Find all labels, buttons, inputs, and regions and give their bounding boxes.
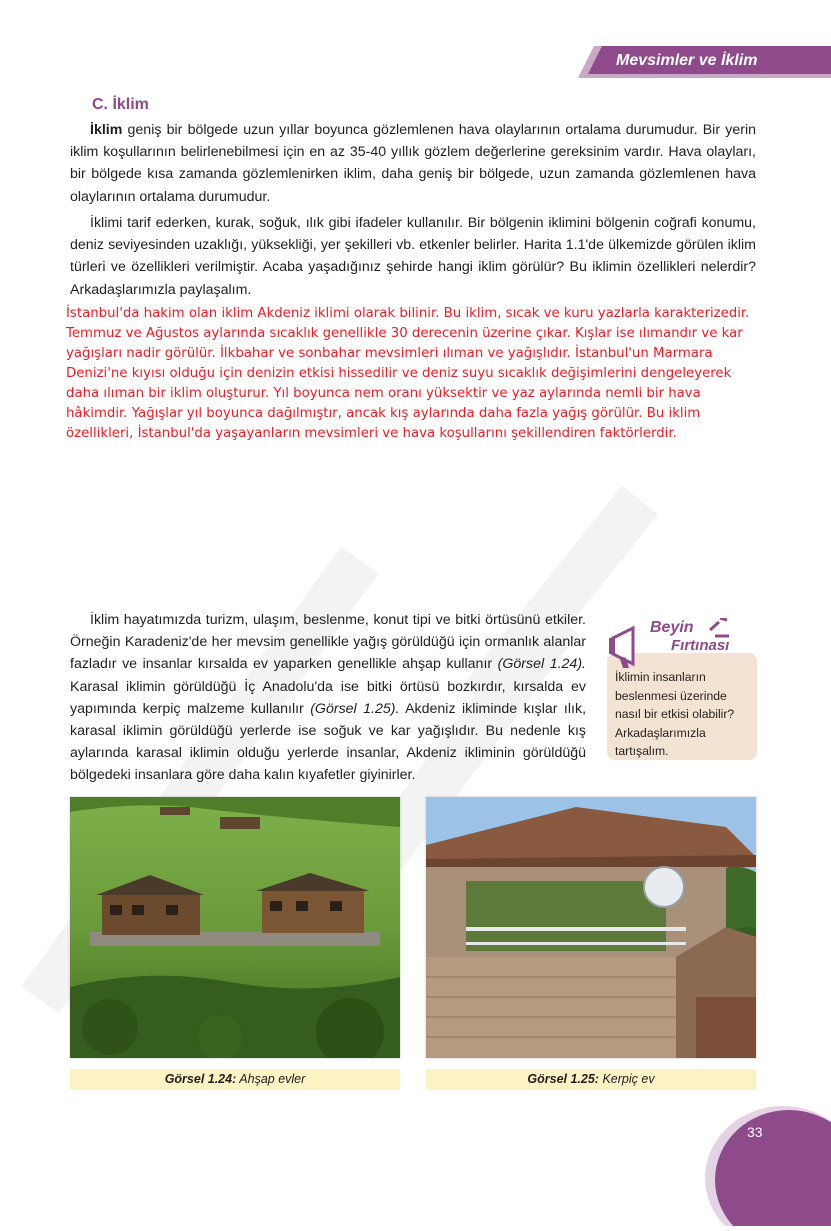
paragraph-iklim-definition [70,119,756,208]
paragraph-iklim-life [70,609,586,787]
paragraph-text: geniş bir bölgede uzun yıllar boyunca gözlemlenen hava olaylarının ortalama durumudur. Bir yerin iklim koşullarının belirlenebilmesi için en az 35-40 yıllık gözlem değerlerine gereksinim vardır. Hava olayları, bir bölgede kısa zamanda gözlemlenirken iklim, daha geniş bir bölgede, uzun zamanda gözlemlenen hava olaylarının ortalama durumudur. [70,122,756,205]
figure-label: Görsel 1.24: [164,1072,237,1086]
bold-term: İklim [90,122,123,138]
photo-wooden-houses [70,797,400,1058]
figure-label: Görsel 1.25: [527,1072,599,1086]
page-number-shape [705,1106,831,1226]
chapter-title: Mevsimler ve İklim [616,52,758,69]
section-heading: C. İklim [92,96,149,113]
paragraph-text: Karasal iklimin görüldüğü İç Anadolu'da ise bitki örtüsü bozkırdır, kırsalda ev yapımında kerpiç malzeme kullanılır [70,678,586,717]
photo-adobe-house [426,797,756,1058]
page-number-badge [705,1106,831,1226]
figure-reference: (Görsel 1.24). [497,656,586,673]
figure-caption-2 [426,1069,756,1090]
brainstorm-question: İklimin insanların beslenmesi üzerinde nasıl bir etkisi olabilir? Arkadaşlarımızla tartışalım. [615,670,735,759]
handwritten-answer: İstanbul'da hakim olan iklim Akdeniz iklimi olarak bilinir. Bu iklim, sıcak ve kuru yazlarla karakterizedir. Temmuz ve Ağustos aylarında sıcaklık genellikle 30 derecenin üzerine çıkar. Kışlar ise ılımandır ve kar yağışları nadir görülür. İlkbahar ve sonbahar mevsimleri ılıman ve yağışlıdır. İstanbul'un Marmara Denizi'ne kıyısı olduğu için denizin etkisi hissedilir ve deniz suyu sıcaklık değişimlerini dengeleyerek daha ılıman bir iklim oluşturur. Yıl boyunca nem oranı yüksektir ve yaz aylarında nemli bir hava hâkimdir. Yağışlar yıl boyunca dağılmıştır, ancak kış aylarında daha fazla yağış görülür. Bu iklim özellikleri, İstanbul'da yaşayanların mevsimleri ve hava koşullarını şekillendiren faktörlerdir. [66,306,750,441]
figure-caption-text: Kerpiç ev [598,1072,655,1086]
brainstorm-title-word1: Beyin [650,619,694,636]
brainstorm-title-word2: Fırtınası [671,637,730,654]
paragraph-text: İklim hayatımızda turizm, ulaşım, beslenme, konut tipi ve bitki örtüsünü etkiler. Örneğin Karadeniz'de her mevsim genellikle yağış görüldüğü için ormanlık alanlar fazladır ve insanlar kırsalda ev yaparken genellikle ahşap kullanır [70,612,586,673]
paragraph-text: Akdeniz ikliminde kışlar ılık, karasal iklimin görüldüğü yerlerde ise soğuk ve kar yağışlıdır. Bu nedenle kış aylarında karasal iklimin olduğu yerlerde insanlar, Akdeniz ikliminin görüldüğü bölgedeki insanlara göre daha kalın kıyafetler giyinirler. [70,700,587,784]
figure-reference: (Görsel 1.25). [310,700,400,717]
figure-caption-text: Ahşap evler [236,1072,306,1086]
chapter-header [578,46,831,78]
brainstorm-box [607,610,757,760]
wooden-houses-image [70,797,400,1058]
page-number: 33 [747,1124,763,1140]
figure-caption-1 [70,1069,400,1090]
adobe-house-image [426,797,756,1058]
paragraph-iklim-factors: İklimi tarif ederken, kurak, soğuk, ılık gibi ifadeler kullanılır. Bir bölgenin iklimini bölgenin coğrafi konumu, deniz seviyesinden uzaklığı, yüksekliği, yer şekilleri vb. etkenler belirler. Harita 1.1'de ülkemizde görülen iklim türleri ve özellikleri verilmiştir. Acaba yaşadığınız şehirde hangi iklim görülür? Bu iklimin özellikleri nelerdir? Arkadaşlarımızla paylaşalım. [70,215,756,298]
